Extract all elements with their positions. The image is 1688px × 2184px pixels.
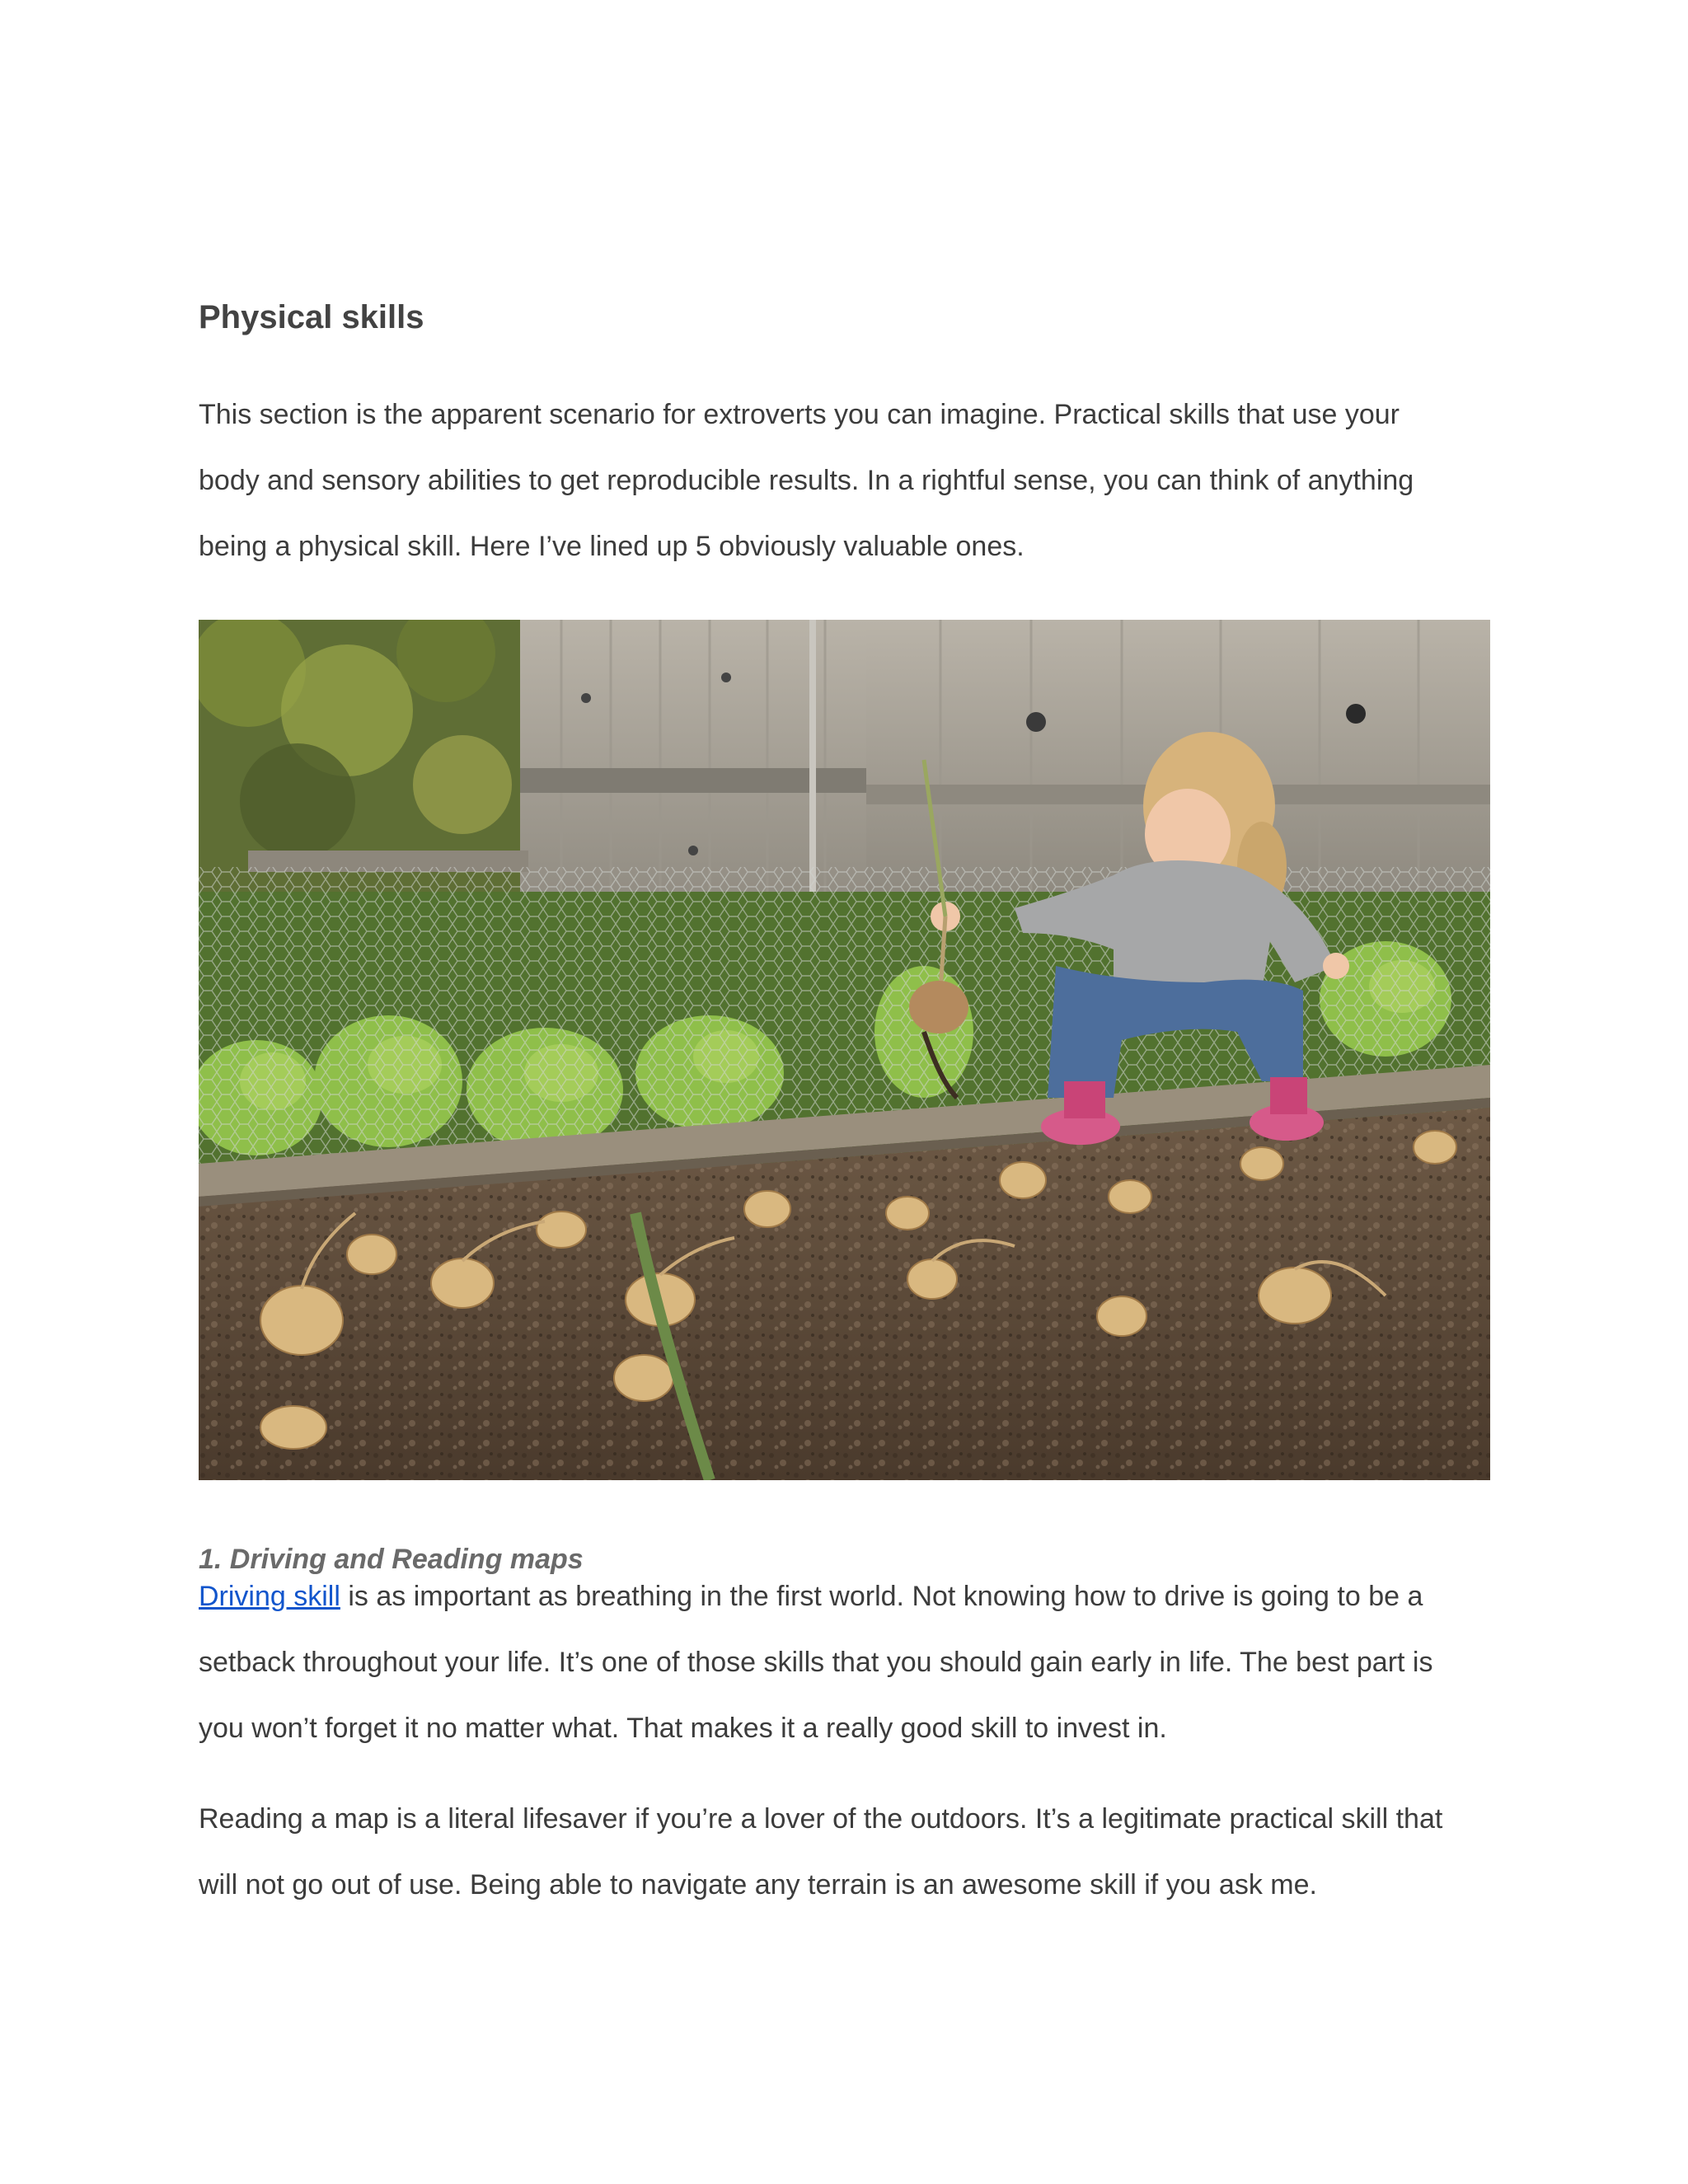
intro-line: This section is the apparent scenario for extroverts you can imagine. Practical skills that use your [199,399,1400,430]
document-page [199,0,1489,2184]
skill-subheading: 1. Driving and Reading maps [199,1544,584,1575]
driving-skill-link[interactable]: Driving skill [199,1581,340,1612]
driving-line-text: is as important as breathing in the first world. Not knowing how to drive is going to be a [340,1581,1423,1612]
intro-line: being a physical skill. Here I’ve lined up 5 obviously valuable ones. [199,531,1025,562]
garden-photo [199,620,1490,1480]
driving-line: you won’t forget it no matter what. That makes it a really good skill to invest in. [199,1713,1167,1744]
section-heading: Physical skills [199,299,424,335]
intro-line: body and sensory abilities to get reproducible results. In a rightful sense, you can think of anything [199,465,1414,496]
driving-line [199,1563,1493,1629]
driving-paragraph [199,1563,1493,1761]
map-line: will not go out of use. Being able to navigate any terrain is an awesome skill if you ask me. [199,1869,1317,1900]
map-line: Reading a map is a literal lifesaver if you’re a lover of the outdoors. It’s a legitimate practical skill that [199,1803,1443,1835]
map-paragraph [199,1786,1493,1918]
intro-paragraph [199,382,1493,579]
driving-line: setback throughout your life. It’s one of those skills that you should gain early in life. The best part is [199,1647,1433,1678]
